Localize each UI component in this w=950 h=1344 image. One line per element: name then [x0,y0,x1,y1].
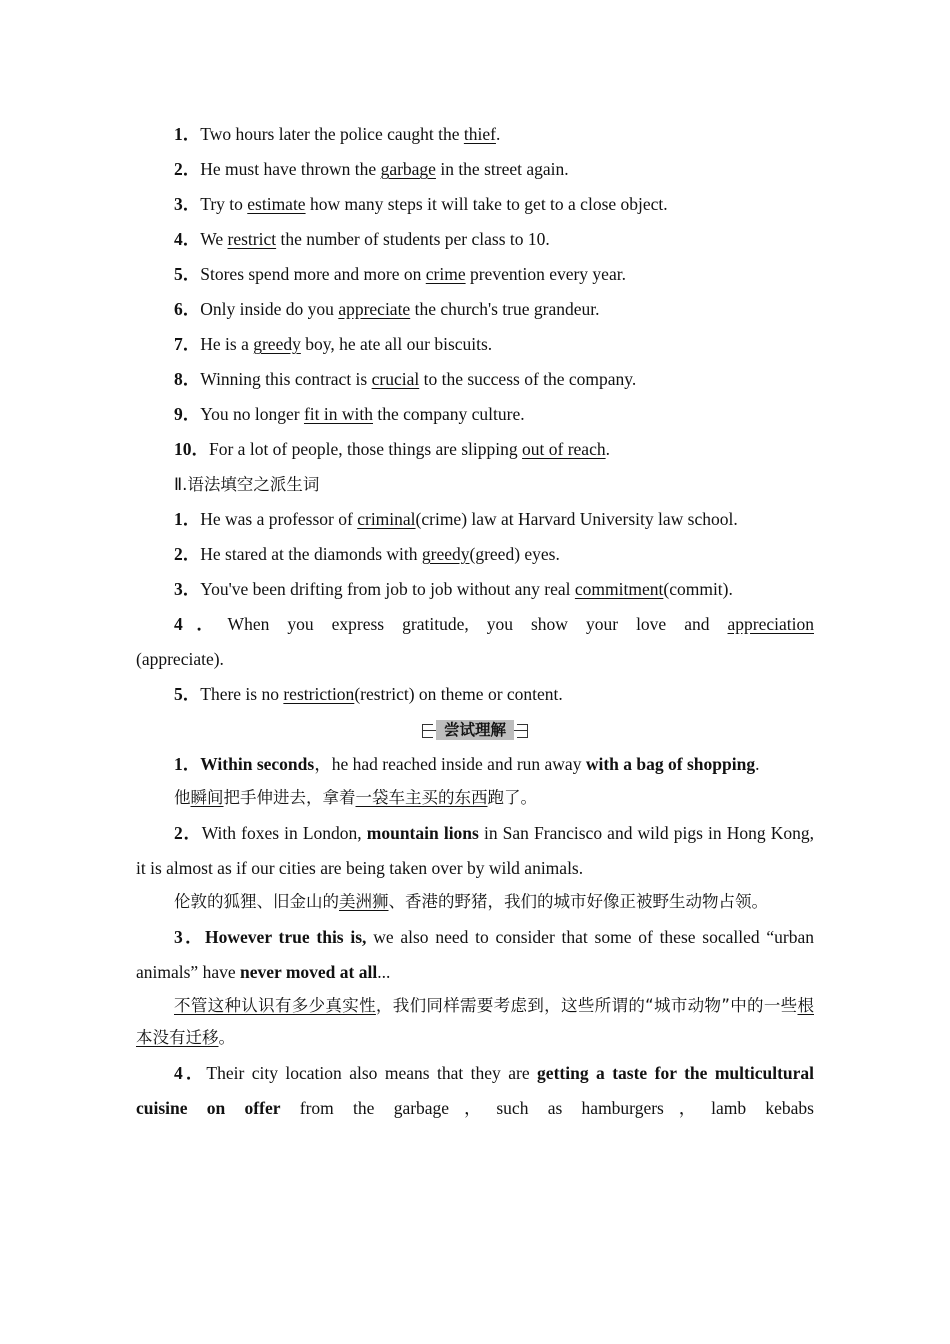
section-title: Ⅱ.语法填空之派生词 [174,475,320,494]
translation-2: 伦敦的狐狸、旧金山的美洲狮、香港的野猪，我们的城市好像正被野生动物占领。 [174,892,768,911]
underlined-phrase: 根本没有迁移 [136,996,814,1047]
item-text: You've been drifting from job to job without any real [200,579,575,599]
sentence-text: from the garbage，such as hamburgers，lamb kebabs [280,1098,814,1118]
bold-phrase: However true this is, [205,927,367,947]
translation-1: 他瞬间把手伸进去，拿着一袋车主买的东西跑了。 [174,788,537,807]
item-text: He is a [200,334,254,354]
sentence-3 [136,920,814,990]
item-text: For a lot of people, those things are slipping [209,439,523,459]
underlined-phrase: 不管这种认识有多少真实性 [174,996,376,1015]
bold-phrase: getting a taste for the multicultural cuisine on offer [136,1063,815,1118]
sentence-text: we also need to consider that some of these socalled “urban animals” have [136,927,814,982]
answer-word: thief [463,124,496,144]
item-number: 10． [174,439,209,459]
underlined-phrase: 美洲狮 [339,892,389,911]
item-text: Try to [200,194,248,214]
derivative-item-3 [136,572,814,607]
item-number: 8． [174,369,201,389]
answer-word: greedy [421,544,470,564]
vocab-item-1 [136,117,814,152]
item-text: boy, he ate all our biscuits. [300,334,493,354]
vocab-item-5 [136,257,814,292]
answer-word: garbage [380,159,436,179]
sentence-2 [136,816,814,886]
sentence-4 [136,1056,814,1126]
sentence-text: Their city location also means that they are [206,1063,538,1083]
sentence-1 [136,747,814,782]
item-number: 3． [174,579,201,599]
vocab-item-10 [136,432,814,467]
item-text: . [605,439,610,459]
item-text: (greed) eyes. [469,544,560,564]
vocab-item-6 [136,292,814,327]
sentence-text: With foxes in London, [201,823,367,843]
sentence-text: . [755,754,760,774]
item-text: in the street again. [435,159,569,179]
item-text: There is no [200,684,284,704]
derivative-list [136,502,814,607]
derivative-item-1 [136,502,814,537]
item-text: We [200,229,228,249]
underlined-phrase: 一袋车主买的东西 [355,788,488,807]
answer-word: out of reach [522,439,606,459]
translation-3: 不管这种认识有多少真实性，我们同样需要考虑到，这些所谓的“城市动物”中的一些根本没有迁移。 [136,996,814,1047]
section-banner [136,712,814,747]
sentence-text: ，he had reached inside and run away [314,754,586,774]
bold-phrase: mountain lions [366,823,479,843]
item-text: to the success of the company. [419,369,637,389]
answer-word: greedy [253,334,301,354]
answer-word: restrict [227,229,277,249]
vocab-item-4 [136,222,814,257]
item-text: the church's true grandeur. [410,299,600,319]
bold-phrase: Within seconds [200,754,315,774]
item-number: 4． [174,1063,207,1083]
derivative-item-2 [136,537,814,572]
vocab-item-9 [136,397,814,432]
item-text: the number of students per class to 10. [276,229,550,249]
answer-word: crucial [371,369,420,389]
item-text: prevention every year. [465,264,626,284]
item-number: 4． [174,229,201,249]
item-text: He was a professor of [200,509,358,529]
sentence-text: in San Francisco and wild pigs in Hong Kong, it is almost as if our cities are being taken over by wild animals. [136,823,815,878]
derivative-item-5 [136,677,814,712]
item-text: Only inside do you [200,299,339,319]
item-number: 9． [174,404,201,424]
item-text: (crime) law at Harvard University law school. [415,509,738,529]
item-number: 3． [174,927,206,947]
vocab-item-2 [136,152,814,187]
answer-word: fit in with [303,404,373,424]
item-continuation: (appreciate). [136,649,224,669]
banner-title: 尝试理解 [436,720,514,740]
item-text: When you express gratitude, you show your love and [227,614,728,634]
item-number: 2． [174,159,201,179]
answer-word: appreciation [727,614,814,634]
bold-phrase: with a bag of shopping [585,754,756,774]
derivative-item-4 [136,607,814,677]
item-number: 1． [174,509,201,529]
answer-word: appreciate [338,299,411,319]
item-text: Winning this contract is [200,369,372,389]
answer-word: crime [425,264,466,284]
item-number: 7． [174,334,201,354]
vocab-item-7 [136,327,814,362]
vocab-item-3 [136,187,814,222]
item-number: 2． [174,823,202,843]
item-number: 2． [174,544,201,564]
item-number: 1． [174,124,201,144]
item-text: . [495,124,501,144]
item-number: 1． [174,754,201,774]
item-text: (commit). [663,579,733,599]
item-number: 6． [174,299,201,319]
sentence-text: ... [377,962,391,982]
answer-word: estimate [247,194,306,214]
item-text: He stared at the diamonds with [200,544,422,564]
answer-word: criminal [357,509,416,529]
item-text: Stores spend more and more on [200,264,426,284]
item-text: the company culture. [373,404,525,424]
item-number: 4． [174,614,228,634]
item-number: 5． [174,264,201,284]
vocab-item-8 [136,362,814,397]
item-text: You no longer [200,404,304,424]
vocab-list [136,117,814,467]
item-text: Two hours later the police caught the [200,124,464,144]
item-text: (restrict) on theme or content. [354,684,563,704]
answer-word: restriction [283,684,355,704]
item-text: how many steps it will take to get to a close object. [305,194,668,214]
bold-phrase: never moved at all [239,962,378,982]
answer-word: commitment [574,579,664,599]
document-page [136,117,814,1126]
item-text: He must have thrown the [200,159,381,179]
item-number: 5． [174,684,201,704]
underlined-phrase: 瞬间 [190,788,224,807]
item-number: 3． [174,194,201,214]
